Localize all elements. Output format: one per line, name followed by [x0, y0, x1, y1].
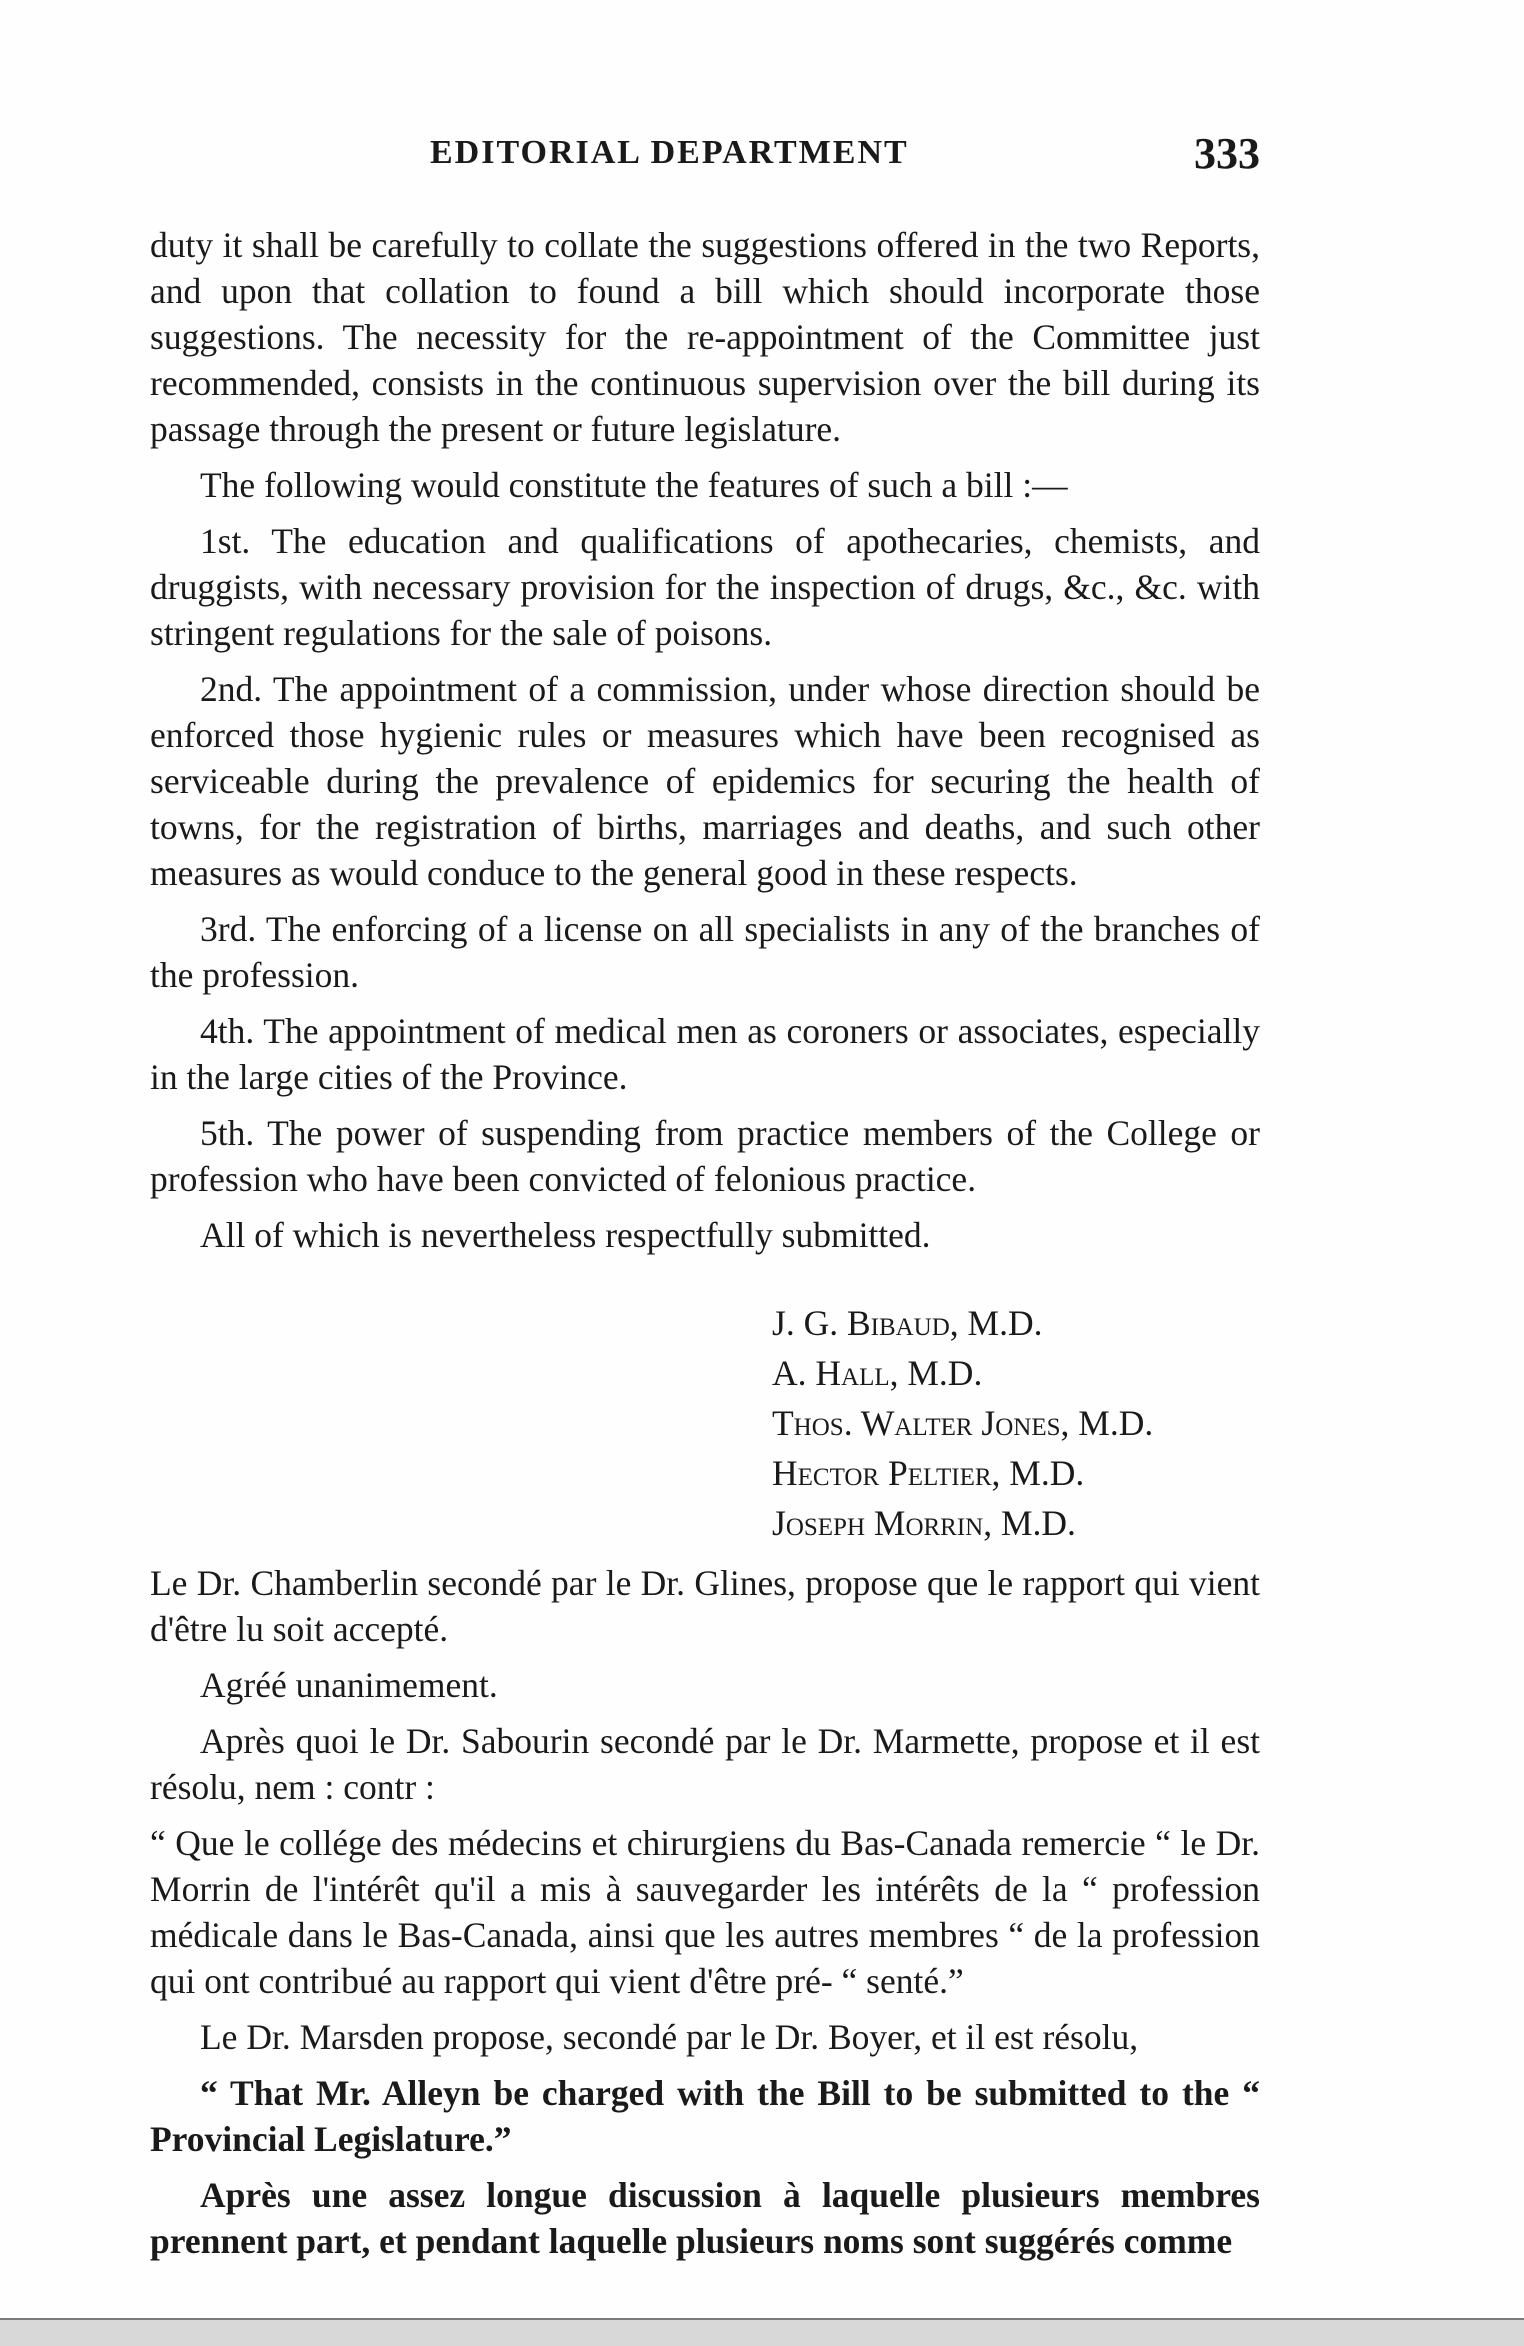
quoted-resolution: “ That Mr. Alleyn be charged with the Bill to be submitted to the “ Provincial Legislature.” — [150, 2073, 1260, 2159]
signatory: Joseph Morrin, M.D. — [772, 1503, 1076, 1543]
signatory: A. Hall, M.D. — [772, 1353, 983, 1393]
paragraph: 5th. The power of suspending from practice members of the College or profession who have been convicted of felonious practice. — [150, 1113, 1260, 1199]
paragraph: 3rd. The enforcing of a license on all specialists in any of the branches of the profession. — [150, 909, 1260, 995]
paragraph: All of which is nevertheless respectfully submitted. — [200, 1215, 931, 1255]
signatory: Thos. Walter Jones, M.D. — [772, 1403, 1154, 1443]
page-number: 333 — [1194, 129, 1260, 178]
paragraph: Le Dr. Chamberlin secondé par le Dr. Glines, propose que le rapport qui vient d'être lu soit accepté. — [150, 1563, 1260, 1649]
quoted-resolution: “ Que le collége des médecins et chirurgiens du Bas-Canada remercie “ le Dr. Morrin de l'intérêt qu'il a mis à sauvegarder les intérêts de la “ profession médicale dans le Bas-Canada, ainsi que les autres membres “ de la profession qui ont contribué au rapport qui vient d'être pré- “ senté.” — [150, 1823, 1260, 2001]
paragraph: The following would constitute the features of such a bill :— — [200, 465, 1068, 505]
header-title: EDITORIAL DEPARTMENT — [430, 134, 909, 171]
signature-block — [150, 1298, 1260, 1548]
paragraph: 4th. The appointment of medical men as coroners or associates, especially in the large cities of the Province. — [150, 1011, 1260, 1097]
paragraph: 1st. The education and qualifications of apothecaries, chemists, and druggists, with necessary provision for the inspection of drugs, &c., &c. with stringent regulations for the sale of poisons. — [150, 521, 1260, 653]
signatory: Hector Peltier, M.D. — [772, 1453, 1085, 1493]
running-header — [150, 129, 1260, 184]
paragraph: Après quoi le Dr. Sabourin secondé par le Dr. Marmette, propose et il est résolu, nem : contr : — [150, 1721, 1260, 1807]
paragraph: duty it shall be carefully to collate the suggestions offered in the two Reports, and upon that collation to found a bill which should incorporate those suggestions. The necessity for the re-appointment of the Committee just recommended, consists in the continuous supervision over the bill during its passage through the present or future legislature. — [150, 225, 1260, 449]
paragraph: Après une assez longue discussion à laquelle plusieurs membres prennent part, et pendant laquelle plusieurs noms sont suggérés comme — [150, 2175, 1260, 2261]
paragraph: Agréé unanimement. — [200, 1665, 498, 1705]
scan-edge — [0, 2318, 1524, 2346]
paragraph: 2nd. The appointment of a commission, under whose direction should be enforced those hygienic rules or measures which have been recognised as serviceable during the prevalence of epidemics for securing the health of towns, for the registration of births, marriages and deaths, and such other measures as would conduce to the general good in these respects. — [150, 669, 1260, 893]
page-body — [150, 222, 1260, 2274]
paragraph: Le Dr. Marsden propose, secondé par le Dr. Boyer, et il est résolu, — [200, 2017, 1139, 2057]
signatory: J. G. Bibaud, M.D. — [772, 1303, 1043, 1343]
